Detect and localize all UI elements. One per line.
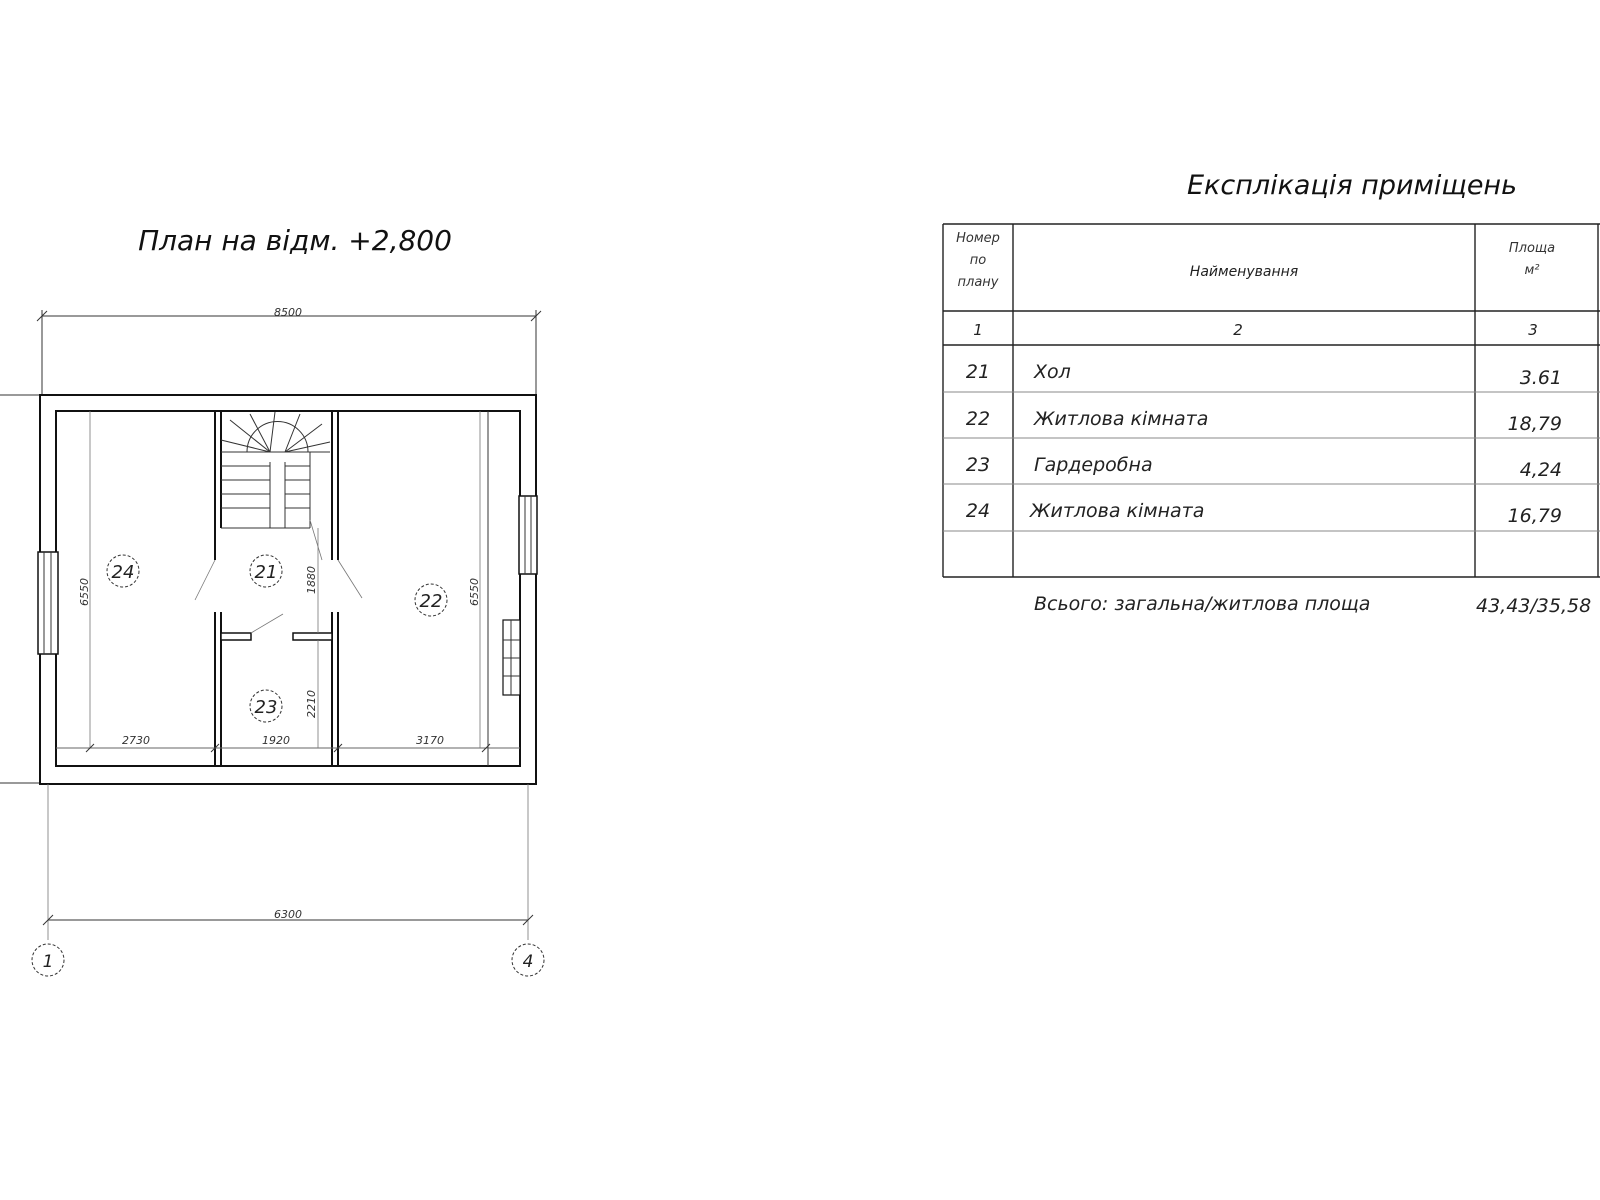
dim-bottom-overall: 6300 xyxy=(274,908,302,921)
window-right xyxy=(519,496,537,574)
row-area: 18,79 xyxy=(1507,413,1562,435)
dim-room24-width: 2730 xyxy=(122,734,150,747)
bottom-dimension xyxy=(43,784,533,940)
dim-hall-height: 1880 xyxy=(305,566,318,594)
dim-room23-width: 1920 xyxy=(262,734,290,747)
window-left xyxy=(38,552,58,654)
row-area: 3.61 xyxy=(1519,367,1562,389)
dim-room22-width: 3170 xyxy=(416,734,444,747)
staircase xyxy=(221,412,330,560)
header-area: Площа м² xyxy=(1508,241,1556,278)
svg-text:23: 23 xyxy=(254,697,278,718)
room-marker-23 xyxy=(250,690,282,722)
dim-wardrobe-height: 2210 xyxy=(305,690,318,718)
table-row xyxy=(966,361,1562,389)
row-number: 22 xyxy=(965,408,991,430)
dim-top-overall: 8500 xyxy=(274,306,302,319)
header-number: Номер по плану xyxy=(956,231,1000,290)
axis-marker-4 xyxy=(512,944,544,976)
row-name: Хол xyxy=(1034,361,1071,383)
room-marker-21 xyxy=(250,555,282,587)
table-row xyxy=(966,500,1562,527)
table-row xyxy=(966,408,1562,435)
dim-left-height: 6550 xyxy=(78,578,91,606)
row-number: 21 xyxy=(965,361,991,383)
row-number: 24 xyxy=(965,500,991,522)
header-name: Найменування xyxy=(1189,264,1299,280)
svg-text:21: 21 xyxy=(254,562,278,583)
dim-right-height: 6550 xyxy=(468,578,481,606)
row-area: 4,24 xyxy=(1519,459,1562,481)
row-name: Житлова кімната xyxy=(1030,500,1205,522)
top-dimension xyxy=(37,306,541,395)
column-index-2: 2 xyxy=(1233,321,1243,339)
total-label: Всього: загальна/житлова площа xyxy=(1034,593,1371,615)
header-number-cell xyxy=(944,228,1012,310)
axis-marker-1 xyxy=(32,944,64,976)
total-value: 43,43/35,58 xyxy=(1476,595,1592,617)
header-area-cell xyxy=(1476,238,1596,302)
interior-partitions xyxy=(56,411,520,766)
row-number: 23 xyxy=(965,454,991,476)
plan-title: План на відм. +2,800 xyxy=(138,224,452,257)
column-index-3: 3 xyxy=(1528,321,1538,339)
svg-text:22: 22 xyxy=(419,591,443,612)
room-marker-24 xyxy=(107,555,139,587)
cabinet-unit xyxy=(503,620,520,695)
row-name: Гардеробна xyxy=(1034,454,1153,476)
svg-text:24: 24 xyxy=(111,562,135,583)
room-marker-22 xyxy=(415,584,447,616)
svg-text:1: 1 xyxy=(42,952,54,972)
row-name: Житлова кімната xyxy=(1034,408,1209,430)
column-index-1: 1 xyxy=(973,321,983,339)
row-area: 16,79 xyxy=(1507,505,1562,527)
table-row xyxy=(966,454,1562,481)
explication-title: Експлікація приміщень xyxy=(1187,170,1517,201)
svg-text:4: 4 xyxy=(522,952,534,972)
outer-walls xyxy=(40,395,536,784)
